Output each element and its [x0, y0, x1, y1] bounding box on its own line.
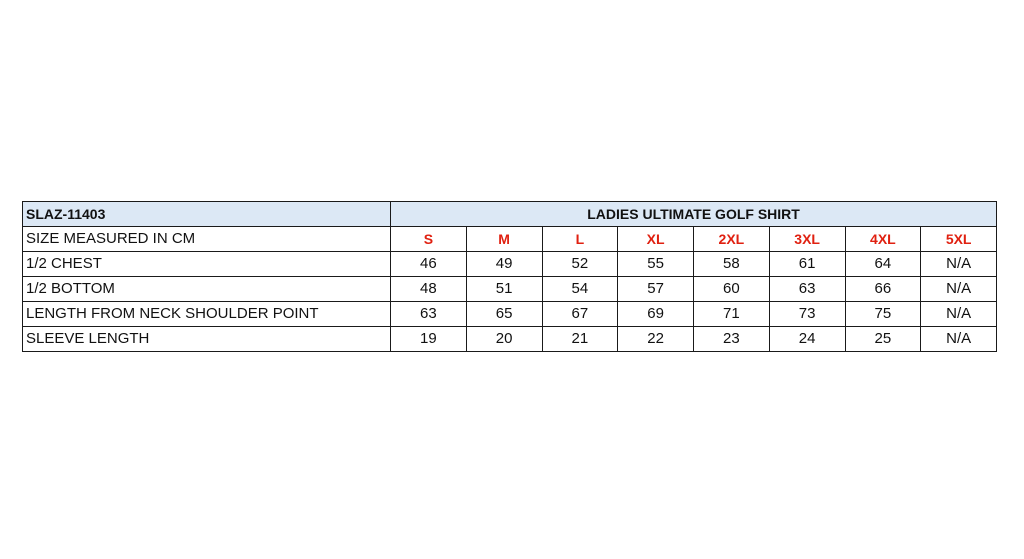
- header-row: [23, 202, 997, 227]
- size-label: S: [391, 227, 467, 252]
- measurement-value: 69: [618, 302, 694, 327]
- table-row: [23, 327, 997, 352]
- size-chart-container: [22, 201, 996, 352]
- measurement-value: 65: [466, 302, 542, 327]
- measurement-value: 46: [391, 252, 467, 277]
- measurement-value: 67: [542, 302, 618, 327]
- measurement-value: 60: [694, 277, 770, 302]
- measurement-value: 71: [694, 302, 770, 327]
- size-chart-table: [22, 201, 997, 352]
- measurement-label: 1/2 BOTTOM: [23, 277, 391, 302]
- measurement-value: 25: [845, 327, 921, 352]
- size-label: L: [542, 227, 618, 252]
- measurement-value: 49: [466, 252, 542, 277]
- measurement-value: 66: [845, 277, 921, 302]
- measurement-value: N/A: [921, 252, 997, 277]
- measurement-label: 1/2 CHEST: [23, 252, 391, 277]
- table-row: [23, 302, 997, 327]
- measurement-value: 24: [769, 327, 845, 352]
- style-code: SLAZ-11403: [23, 202, 391, 227]
- measurement-value: 22: [618, 327, 694, 352]
- size-label: 4XL: [845, 227, 921, 252]
- measurement-value: 75: [845, 302, 921, 327]
- measurement-value: 54: [542, 277, 618, 302]
- table-row: [23, 252, 997, 277]
- measurement-value: N/A: [921, 302, 997, 327]
- size-row: [23, 227, 997, 252]
- measurement-label: SLEEVE LENGTH: [23, 327, 391, 352]
- size-label: 3XL: [769, 227, 845, 252]
- table-row: [23, 277, 997, 302]
- measurement-value: 48: [391, 277, 467, 302]
- product-title: LADIES ULTIMATE GOLF SHIRT: [391, 202, 997, 227]
- size-label: XL: [618, 227, 694, 252]
- measurement-value: N/A: [921, 277, 997, 302]
- measurement-value: 57: [618, 277, 694, 302]
- measurement-label: LENGTH FROM NECK SHOULDER POINT: [23, 302, 391, 327]
- measurement-value: 21: [542, 327, 618, 352]
- measurement-value: 20: [466, 327, 542, 352]
- measurement-value: 19: [391, 327, 467, 352]
- measurement-value: 63: [391, 302, 467, 327]
- size-row-label: SIZE MEASURED IN CM: [23, 227, 391, 252]
- measurement-value: 23: [694, 327, 770, 352]
- size-label: 5XL: [921, 227, 997, 252]
- size-label: 2XL: [694, 227, 770, 252]
- measurement-value: 63: [769, 277, 845, 302]
- measurement-value: 61: [769, 252, 845, 277]
- measurement-value: 64: [845, 252, 921, 277]
- measurement-value: 58: [694, 252, 770, 277]
- measurement-value: 52: [542, 252, 618, 277]
- measurement-value: 55: [618, 252, 694, 277]
- size-label: M: [466, 227, 542, 252]
- measurement-value: 51: [466, 277, 542, 302]
- measurement-value: N/A: [921, 327, 997, 352]
- measurement-value: 73: [769, 302, 845, 327]
